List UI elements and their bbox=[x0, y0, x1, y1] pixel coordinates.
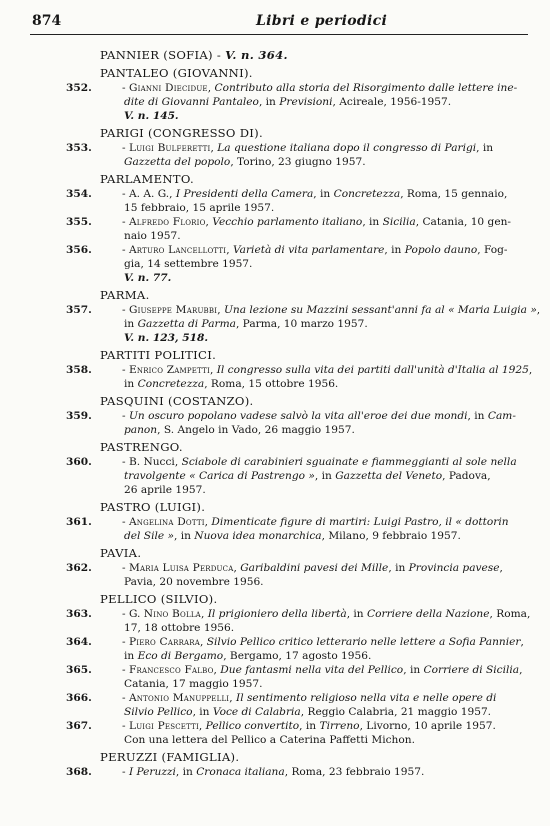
entry-text: V. n. 77. bbox=[124, 272, 172, 284]
bibliography-entry bbox=[0, 691, 550, 719]
entry-text: Gazzetta di Parma bbox=[137, 318, 236, 330]
page-header bbox=[0, 0, 550, 30]
section-heading bbox=[100, 592, 550, 607]
entry-text: , bbox=[200, 608, 208, 620]
entry-text: , in bbox=[175, 766, 197, 778]
entry-text: - A. A. G., bbox=[122, 188, 176, 200]
entry-text: Il prigioniero della libertà bbox=[207, 608, 347, 620]
entry-number: 353. bbox=[66, 142, 92, 154]
entry-text: , Reggio Calabria, 21 maggio 1957. bbox=[300, 706, 492, 718]
entry-line bbox=[122, 765, 528, 779]
entry-text: , Roma, 15 ottobre 1956. bbox=[204, 378, 339, 390]
entry-text: in bbox=[124, 318, 138, 330]
entry-text: - bbox=[122, 516, 129, 528]
entry-text: Provincia pavese bbox=[408, 562, 500, 574]
bibliography-entry bbox=[0, 243, 550, 285]
entry-line bbox=[122, 229, 528, 243]
entry-text: Pellico convertito bbox=[205, 720, 300, 732]
entry-line bbox=[122, 409, 528, 423]
entry-text: Luigi Pescetti bbox=[128, 720, 199, 732]
entry-text: , bbox=[209, 364, 217, 376]
entry-line bbox=[122, 719, 528, 733]
entry-text: Antonio Manuppelli bbox=[128, 692, 230, 704]
entry-text: Gianni Diecidue bbox=[128, 82, 208, 94]
entry-text: , Bergamo, 17 agosto 1956. bbox=[223, 650, 372, 662]
entry-number: 361. bbox=[66, 516, 92, 528]
bibliography-entry bbox=[0, 363, 550, 391]
entry-text: Cam- bbox=[487, 410, 516, 422]
entry-text: - bbox=[122, 364, 129, 376]
section-heading bbox=[100, 172, 550, 187]
entry-text: in bbox=[124, 650, 138, 662]
entry-line bbox=[122, 515, 528, 529]
entry-text: Alfredo Florio bbox=[128, 216, 206, 228]
entry-text: , Roma, bbox=[489, 608, 531, 620]
entry-text: , in bbox=[173, 530, 195, 542]
entry-text: , bbox=[536, 304, 541, 316]
entry-text: Vecchio parlamento italiano bbox=[212, 216, 363, 228]
heading-separator: - bbox=[212, 48, 226, 62]
bibliography-entry bbox=[0, 561, 550, 589]
entry-text: Angelina Dotti bbox=[128, 516, 205, 528]
entry-text: Gazzetta del popolo bbox=[124, 156, 231, 168]
bibliography-entry bbox=[0, 81, 550, 123]
entry-text: Concretezza bbox=[137, 378, 205, 390]
entry-line bbox=[122, 141, 528, 155]
entry-line bbox=[122, 303, 541, 317]
entry-text: Eco di Bergamo bbox=[137, 650, 224, 662]
heading-text: PERUZZI (FAMIGLIA). bbox=[100, 750, 240, 764]
heading-text: PASTRO (LUIGI). bbox=[100, 500, 206, 514]
entry-text: , Parma, 10 marzo 1957. bbox=[235, 318, 368, 330]
bibliography-entry bbox=[0, 303, 550, 345]
entry-text: V. n. 145. bbox=[124, 110, 179, 122]
entry-text: - bbox=[122, 692, 129, 704]
entry-number: 360. bbox=[66, 456, 92, 468]
entry-text: , bbox=[198, 720, 206, 732]
entry-line bbox=[122, 109, 528, 123]
entry-line bbox=[122, 575, 528, 589]
entry-text: , bbox=[519, 664, 523, 676]
entry-line bbox=[122, 529, 528, 543]
entry-text: Nuova idea monarchica bbox=[194, 530, 322, 542]
entry-line bbox=[122, 705, 528, 719]
entry-text: , Acireale, 1956-1957. bbox=[332, 96, 452, 108]
entry-text: , bbox=[233, 562, 241, 574]
entry-text: - bbox=[122, 562, 129, 574]
entry-number: 358. bbox=[66, 364, 92, 376]
entry-line bbox=[122, 423, 528, 437]
entry-line bbox=[122, 271, 528, 285]
section-heading bbox=[100, 48, 550, 63]
heading-text: PAVIA. bbox=[100, 546, 142, 560]
entry-number: 356. bbox=[66, 244, 92, 256]
entry-text: Cronaca italiana bbox=[196, 766, 285, 778]
heading-text: PANTALEO (GIOVANNI). bbox=[100, 66, 253, 80]
entry-text: Una lezione su Mazzini sessant'anni fa al « Maria Luigia » bbox=[223, 304, 537, 316]
entry-text: , in bbox=[313, 188, 334, 200]
entry-text: , in bbox=[362, 216, 383, 228]
entry-text: Previsioni bbox=[279, 96, 333, 108]
entry-number: 357. bbox=[66, 304, 92, 316]
entry-line bbox=[122, 155, 528, 169]
entry-text: , bbox=[528, 364, 533, 376]
bibliography-entry bbox=[0, 187, 550, 215]
entry-line bbox=[122, 455, 528, 469]
bibliography-entry bbox=[0, 215, 550, 243]
entry-text: travolgente « Carica di Pastrengo » bbox=[124, 470, 315, 482]
heading-text: PANNIER (SOFIA) bbox=[100, 48, 213, 62]
entry-text: Silvio Pellico bbox=[124, 706, 193, 718]
entry-text: Silvio Pellico critico letterario nelle lettere a Sofia Pannier bbox=[206, 636, 521, 648]
entry-text: - bbox=[122, 304, 129, 316]
entry-text: , bbox=[217, 304, 224, 316]
section-heading bbox=[100, 288, 550, 303]
entry-text: Concretezza bbox=[333, 188, 401, 200]
entry-text: , in bbox=[384, 244, 405, 256]
entry-text: , in bbox=[258, 96, 280, 108]
bibliography-entry bbox=[0, 663, 550, 691]
entry-text: , Roma, 15 gennaio, bbox=[400, 188, 508, 200]
entry-text: 15 febbraio, 15 aprile 1957. bbox=[124, 202, 275, 214]
bibliography-entry bbox=[0, 409, 550, 437]
entry-line bbox=[122, 317, 528, 331]
entry-line bbox=[122, 635, 528, 649]
entry-number: 354. bbox=[66, 188, 92, 200]
entry-text: , in bbox=[314, 470, 336, 482]
entry-line bbox=[122, 621, 528, 635]
entry-text: - G. bbox=[122, 608, 144, 620]
section-heading bbox=[100, 66, 550, 81]
entry-text: , in bbox=[192, 706, 213, 718]
entry-line bbox=[122, 677, 528, 691]
entry-text: Contributo alla storia del Risorgimento dalle lettere ine- bbox=[214, 82, 518, 94]
entry-text: Catania, 17 maggio 1957. bbox=[124, 678, 263, 690]
entry-text: - bbox=[122, 142, 129, 154]
header-rule bbox=[30, 34, 528, 35]
bibliography-entry bbox=[0, 765, 550, 779]
entry-text: I Presidenti della Camera bbox=[175, 188, 314, 200]
entry-text: , in bbox=[476, 142, 494, 154]
heading-text: PARLAMENTO. bbox=[100, 172, 194, 186]
entry-text: , Milano, 9 febbraio 1957. bbox=[321, 530, 461, 542]
entry-number: 352. bbox=[66, 82, 92, 94]
entry-text: naio 1957. bbox=[124, 230, 181, 242]
entry-line bbox=[122, 201, 528, 215]
entry-text: 26 aprile 1957. bbox=[124, 484, 206, 496]
heading-text: PARIGI (CONGRESSO DI). bbox=[100, 126, 263, 140]
entry-text: , bbox=[213, 664, 221, 676]
entry-text: - bbox=[122, 664, 129, 676]
bibliography-entry bbox=[0, 141, 550, 169]
entry-text: , Torino, 23 giugno 1957. bbox=[230, 156, 366, 168]
entry-text: Popolo dauno bbox=[404, 244, 478, 256]
entry-text: I Peruzzi bbox=[128, 766, 176, 778]
bibliography-entry bbox=[0, 635, 550, 663]
heading-text: PARTITI POLITICI. bbox=[100, 348, 217, 362]
entry-text: , bbox=[229, 692, 237, 704]
entry-number: 368. bbox=[66, 766, 92, 778]
entry-text: Varietà di vita parlamentare bbox=[233, 244, 385, 256]
entry-number: 355. bbox=[66, 216, 92, 228]
heading-text: PASTRENGO. bbox=[100, 440, 183, 454]
entry-line bbox=[122, 81, 528, 95]
section-heading bbox=[100, 750, 550, 765]
entry-text: Un oscuro popolano vadese salvò la vita all'eroe dei due mondi bbox=[128, 410, 468, 422]
heading-text: PARMA. bbox=[100, 288, 150, 302]
entry-number: 359. bbox=[66, 410, 92, 422]
entry-text: , bbox=[499, 562, 503, 574]
entry-text: Tirreno bbox=[319, 720, 360, 732]
entry-text: , in bbox=[403, 664, 424, 676]
entry-line bbox=[122, 243, 528, 257]
entry-line bbox=[122, 663, 528, 677]
entry-text: Francesco Falbo bbox=[128, 664, 214, 676]
entry-text: Garibaldini pavesi dei Mille bbox=[240, 562, 389, 574]
entry-line bbox=[122, 95, 528, 109]
entry-text: , S. Angelo in Vado, 26 maggio 1957. bbox=[157, 424, 355, 436]
entry-text: Giuseppe Marubbi bbox=[128, 304, 218, 316]
entry-text: , bbox=[204, 516, 212, 528]
entry-line bbox=[122, 733, 528, 747]
entry-text: La questione italiana dopo il congresso di Parigi bbox=[217, 142, 477, 154]
entry-text: Arturo Lancellotti bbox=[128, 244, 227, 256]
entry-line bbox=[122, 483, 528, 497]
entry-line bbox=[122, 363, 533, 377]
entry-line bbox=[122, 691, 528, 705]
entry-text: Voce di Calabria bbox=[212, 706, 301, 718]
entry-line bbox=[122, 649, 528, 663]
entry-number: 367. bbox=[66, 720, 92, 732]
entry-text: Con una lettera del Pellico a Caterina Paffetti Michon. bbox=[124, 734, 415, 746]
heading-text: PELLICO (SILVIO). bbox=[100, 592, 218, 606]
entry-text: , bbox=[226, 244, 233, 256]
entry-number: 363. bbox=[66, 608, 92, 620]
entry-text: , bbox=[205, 216, 213, 228]
bibliography-entry bbox=[0, 515, 550, 543]
entry-text: dite di Giovanni Pantaleo bbox=[124, 96, 259, 108]
entry-text: Corriere della Nazione bbox=[367, 608, 490, 620]
cross-reference: V. n. 364. bbox=[225, 48, 288, 62]
entry-text: Corriere di Sicilia bbox=[423, 664, 520, 676]
entry-text: Sicilia bbox=[382, 216, 416, 228]
entry-line bbox=[122, 215, 528, 229]
entry-text: - B. Nucci, bbox=[122, 456, 182, 468]
entry-text: - bbox=[122, 636, 129, 648]
entry-number: 362. bbox=[66, 562, 92, 574]
entry-line bbox=[122, 257, 528, 271]
section-heading bbox=[100, 500, 550, 515]
bibliography-entry bbox=[0, 607, 550, 635]
entry-text: - bbox=[122, 244, 129, 256]
section-heading bbox=[100, 126, 550, 141]
entry-text: Nino Bolla bbox=[143, 608, 201, 620]
entry-text: , in bbox=[346, 608, 368, 620]
entry-text: , bbox=[210, 142, 218, 154]
entry-text: 17, 18 ottobre 1956. bbox=[124, 622, 235, 634]
entry-line bbox=[122, 607, 531, 621]
bibliography-entry bbox=[0, 719, 550, 747]
entry-text: Due fantasmi nella vita del Pellico bbox=[220, 664, 404, 676]
entry-text: Dimenticate figure di martiri: Luigi Pastro, il « dottorin bbox=[211, 516, 509, 528]
entry-text: Il sentimento religioso nella vita e nelle opere di bbox=[236, 692, 497, 704]
entry-text: , Padova, bbox=[442, 470, 491, 482]
entry-text: - bbox=[122, 216, 129, 228]
entry-line bbox=[122, 377, 528, 391]
entry-text: , Roma, 23 febbraio 1957. bbox=[284, 766, 425, 778]
entry-text: gia, 14 settembre 1957. bbox=[124, 258, 253, 270]
entry-text: , bbox=[207, 82, 215, 94]
entry-line bbox=[122, 331, 528, 345]
entry-text: Pavia, 20 novembre 1956. bbox=[124, 576, 264, 588]
entry-text: , in bbox=[467, 410, 488, 422]
page-number: 874 bbox=[32, 13, 62, 29]
section-heading bbox=[100, 440, 550, 455]
entry-text: , in bbox=[388, 562, 409, 574]
entry-text: Gazzetta del Veneto bbox=[335, 470, 443, 482]
entry-line bbox=[122, 561, 528, 575]
entry-text: Piero Carrara bbox=[128, 636, 201, 648]
entry-text: del Sile » bbox=[124, 530, 174, 542]
entry-text: , Livorno, 10 aprile 1957. bbox=[359, 720, 496, 732]
section-gap bbox=[0, 779, 550, 782]
entry-text: , Catania, 10 gen- bbox=[415, 216, 511, 228]
entry-text: - bbox=[122, 410, 129, 422]
entry-text: Enrico Zampetti bbox=[128, 364, 210, 376]
running-title: Libri e periodici bbox=[256, 13, 388, 29]
entry-text: in bbox=[124, 378, 138, 390]
entry-number: 366. bbox=[66, 692, 92, 704]
entry-text: panon bbox=[124, 424, 158, 436]
entry-text: Maria Luisa Perduca bbox=[128, 562, 234, 574]
entry-text: V. n. 123, 518. bbox=[124, 332, 209, 344]
section-heading bbox=[100, 348, 550, 363]
entry-text: , bbox=[520, 636, 524, 648]
entry-text: - bbox=[122, 766, 129, 778]
entry-number: 365. bbox=[66, 664, 92, 676]
entry-text: Luigi Bulferetti bbox=[128, 142, 211, 154]
section-heading bbox=[100, 394, 550, 409]
entry-line bbox=[122, 187, 528, 201]
entry-line bbox=[122, 469, 528, 483]
section-heading bbox=[100, 546, 550, 561]
entry-text: - bbox=[122, 82, 129, 94]
entry-text: - bbox=[122, 720, 129, 732]
entry-text: Sciabole di carabinieri sguainate e fiammeggianti al sole nella bbox=[181, 456, 517, 468]
entry-text: , in bbox=[299, 720, 320, 732]
entry-text: , bbox=[200, 636, 207, 648]
entry-text: , Fog- bbox=[477, 244, 508, 256]
bibliography-list bbox=[0, 48, 550, 782]
heading-text: PASQUINI (COSTANZO). bbox=[100, 394, 254, 408]
entry-text: Il congresso sulla vita dei partiti dall'unità d'Italia al 1925 bbox=[216, 364, 529, 376]
entry-number: 364. bbox=[66, 636, 92, 648]
bibliography-entry bbox=[0, 455, 550, 497]
